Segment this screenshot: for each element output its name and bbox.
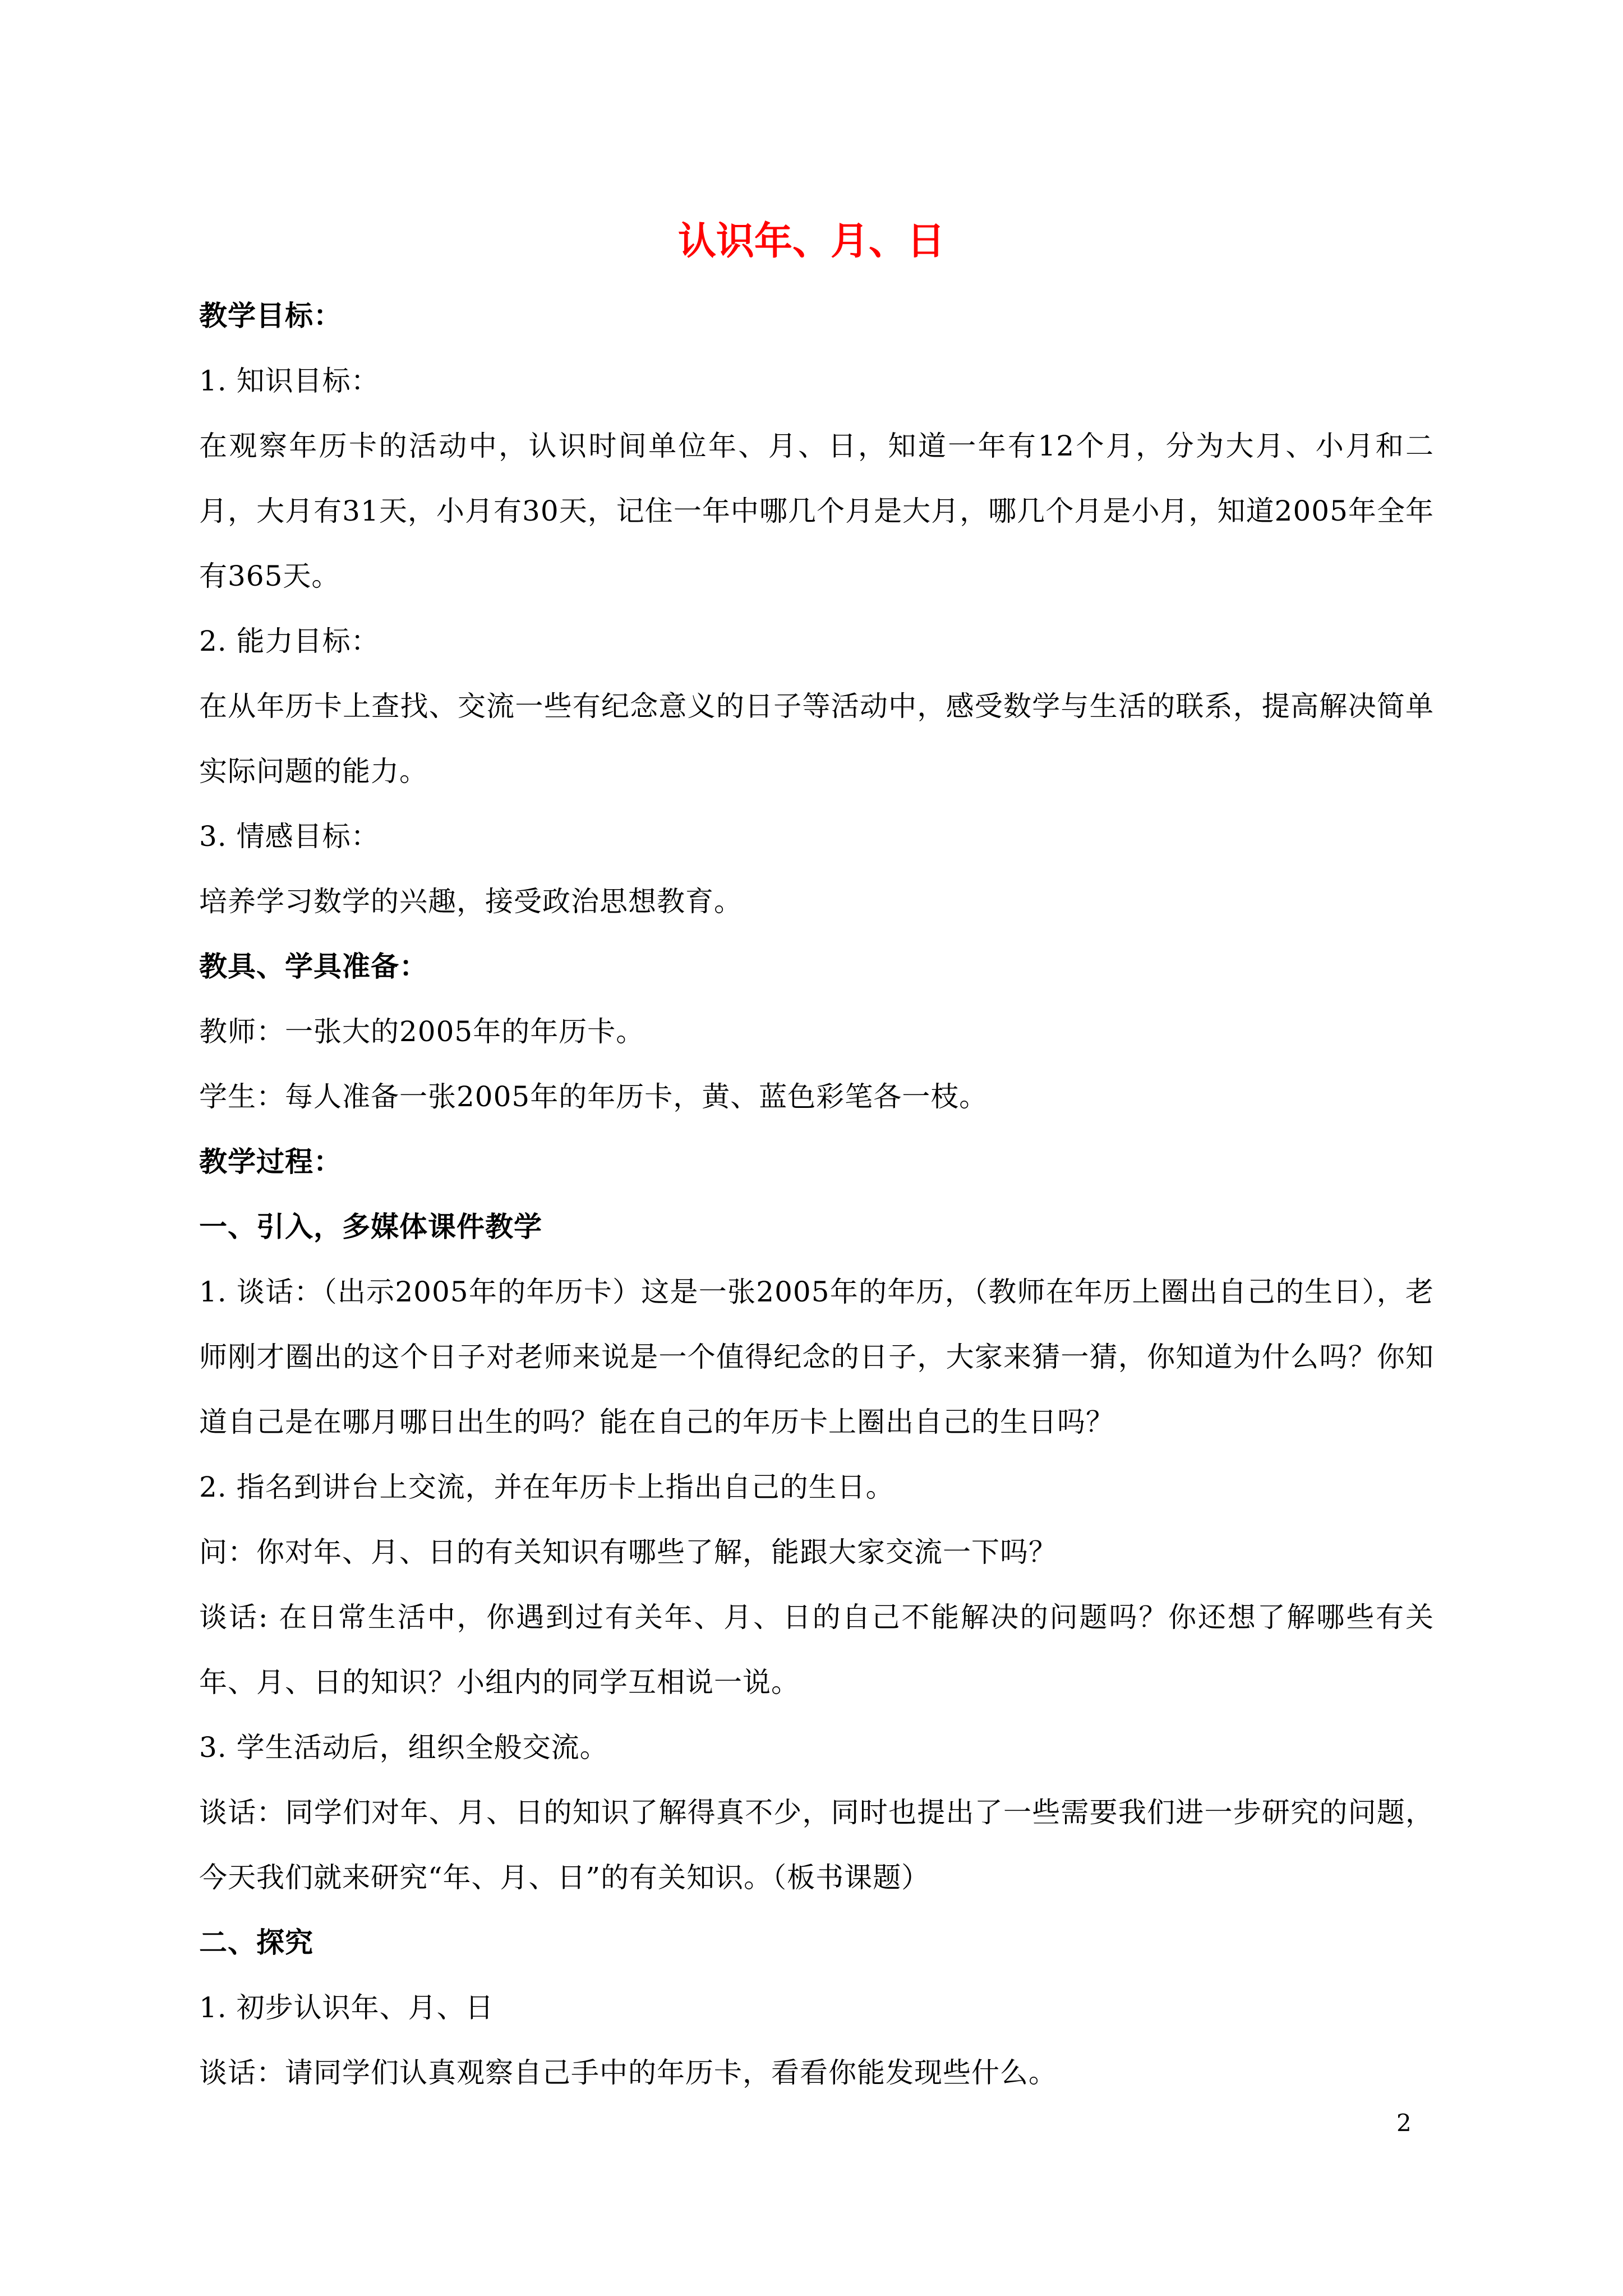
paragraph: 在从年历卡上查找、交流一些有纪念意义的日子等活动中，感受数学与生活的联系，提高解决简单实际问题的能力。 — [199, 690, 1434, 788]
page-number: 2 — [1396, 2109, 1412, 2137]
paragraph: 1. 知识目标： — [199, 365, 380, 397]
paragraph: 1. 谈话：（出示2005年的年历卡）这是一张2005年的年历，（教师在年历上圈出自己的生日），老师刚才圈出的这个日子对老师来说是一个值得纪念的日子，大家来猜一猜，你知道为什么吗？你知道自己是在哪月哪日出生的吗？能在自己的年历卡上圈出自己的生日吗？ — [199, 1276, 1434, 1438]
paragraph: 2. 指名到讲台上交流，并在年历卡上指出自己的生日。 — [199, 1471, 895, 1503]
paragraph: 学生：每人准备一张2005年的年历卡，黄、蓝色彩笔各一枝。 — [199, 1080, 988, 1113]
paragraph: 谈话：请同学们认真观察自己手中的年历卡，看看你能发现些什么。 — [199, 2056, 1057, 2089]
paragraph: 教师：一张大的2005年的年历卡。 — [199, 1015, 645, 1048]
document-title: 认识年、月、日 — [677, 219, 945, 264]
paragraph: 谈话：同学们对年、月、日的知识了解得真不少，同时也提出了一些需要我们进一步研究的问题，今天我们就来研究“年、月、日”的有关知识。（板书课题） — [199, 1796, 1434, 1894]
document-body — [199, 283, 1434, 2105]
section-heading: 教学过程： — [199, 1145, 342, 1178]
section-heading: 一、引入，多媒体课件教学 — [199, 1210, 542, 1243]
paragraph: 问：你对年、月、日的有关知识有哪些了解，能跟大家交流一下吗？ — [199, 1536, 1057, 1568]
paragraph: 2. 能力目标： — [199, 625, 380, 657]
paragraph: 培养学习数学的兴趣，接受政治思想教育。 — [199, 885, 743, 918]
section-heading: 二、探究 — [199, 1926, 313, 1959]
paragraph: 3. 学生活动后，组织全般交流。 — [199, 1731, 608, 1764]
paragraph: 谈话: 在日常生活中，你遇到过有关年、月、日的自己不能解决的问题吗？你还想了解哪些有关年、月、日的知识？小组内的同学互相说一说。 — [199, 1601, 1434, 1699]
paragraph: 3. 情感目标： — [199, 820, 380, 853]
paragraph: 1. 初步认识年、月、日 — [199, 1991, 494, 2024]
section-heading: 教学目标： — [199, 299, 342, 332]
section-heading: 教具、学具准备： — [199, 950, 428, 983]
paragraph: 在观察年历卡的活动中，认识时间单位年、月、日，知道一年有12个月，分为大月、小月和二月，大月有31天，小月有30天，记住一年中哪几个月是大月，哪几个月是小月，知道2005年全年有365天。 — [199, 430, 1434, 592]
